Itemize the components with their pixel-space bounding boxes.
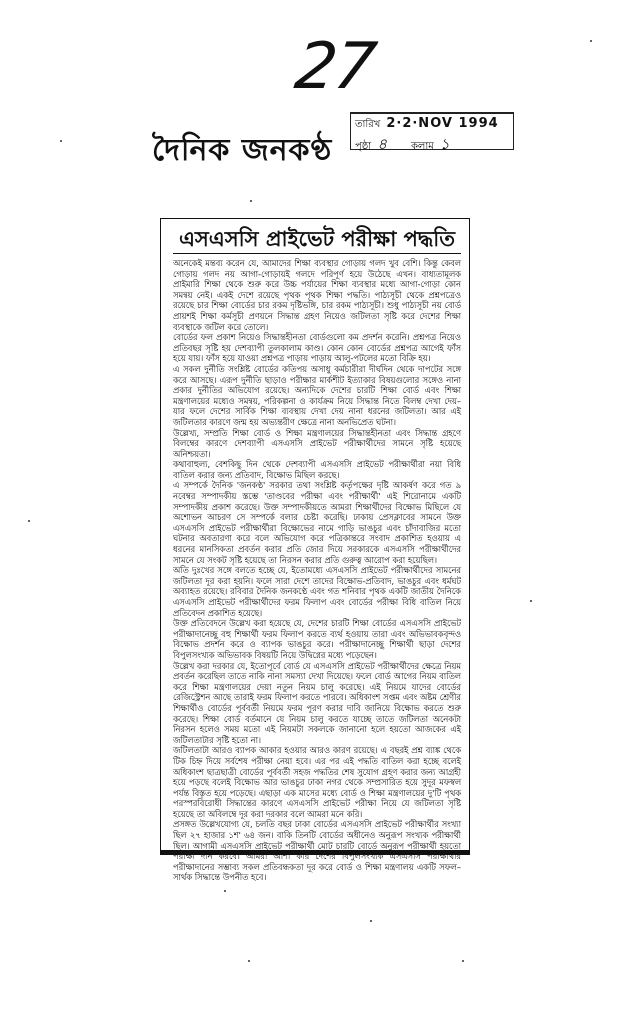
paragraph: জটিলতাটা আরও ব্যাপক আকার হওয়ার আরও কারণ রয়েছে। এ বছরই প্রশ্ন ব্যাঙ্ক থেকে টিক চিহ্ন দিয়ে সর্বশেষ পরীক্ষা নেয়া হবে। এর পর এই পদ্ধতি বাতিল করা হচ্ছে বলেই অধিকাংশ ছাত্রছাত্রী বোর্ডের পূর্ববর্তী সহজ পদ্ধতির শেষ সুযোগ গ্রহণ করার জন্য আগ্রহী হয়ে পড়ছে বলেই বিক্ষোভ আর ভাঙচুর ঢাকা নগর থেকে সম্প্রসারিত হয়ে সুদূর মফস্বল পর্যন্ত বিস্তৃত হয়ে পড়েছে। এছাড়া এক মাসের মধ্যে বোর্ড ও শিক্ষা মন্ত্রণালয়ের দু'টি পৃথক পরস্পরবিরোধী সিদ্ধান্তের কারণে এসএসসি প্রাইভেট পরীক্ষা নিয়ে যে জটিলতা সৃষ্টি হয়েছে তা অবিলম্বে দূর করা দরকার বলে আমরা মনে করি। (173, 745, 461, 819)
date-label: তারিখ (355, 119, 381, 130)
paragraph: উল্লেখ করা দরকার যে, ইতোপূর্বে বোর্ড যে এসএসসি প্রাইভেট পরীক্ষার্থীদের ক্ষেত্রে নিয়ম প্রবর্তন করেছিল তাতে নাকি নানা সমস্যা দেখা দিয়েছে। ফলে বোর্ড আগের নিয়ম বাতিল করে শিক্ষা মন্ত্রণালয়ের দেয়া নতুন নিয়ম চালু করেছে। এই নিয়মে যাদের বোর্ডের রেজিস্ট্রেশন আছে তারাই ফরম ফিলাপ করতে পারবে। অধিকাংশ সপ্তম এবং অষ্টম শ্রেণীর শিক্ষার্থীও বোর্ডের পূর্ববর্তী নিয়মে ফরম পূরণ করার দাবি জানিয়ে বিক্ষোভ করতে শুরু করেছে। শিক্ষা বোর্ড বর্তমানে যে নিয়ম চালু করতে যাচ্ছে তাতে জটিলতা অনেকটা নিরসন হলেও সময় মতো এই নিয়মটা সকলকে জানানো হলে হয়তো আজকের এই জটিলতাটার সৃষ্টি হতো না। (173, 660, 461, 745)
date-stamp (350, 112, 514, 153)
paragraph: এ সকল দুর্নীতি সংশ্লিষ্ট বোর্ডের কতিপয় অসাধু কর্মচারীরা দীর্ঘদিন থেকে দাপটের সঙ্গে করে আসছে। এরূপ দুর্নীতি ছাড়াও পরীক্ষার মার্কশীট ইত্যাকার বিষয়গুলোর সঙ্গেও নানা প্রকার দুর্নীতির অভিযোগ রয়েছে। অন্যদিকে দেশের চারটি শিক্ষা বোর্ড এবং শিক্ষা মন্ত্রণালয়ের মধ্যেও সমন্বয়, পরিকল্পনা ও কার্যক্রম নিয়ে সিদ্ধান্ত নিতে বিলম্ব দেখা দেয়– যার ফলে দেশের সার্বিক শিক্ষা ব্যবস্থায় দেখা দেয় নানা ধরনের জটিলতা। আর এই জটিলতার কারণে জন্ম হয় অভ্যন্তরীণ ক্ষেত্রে নানা অনভিপ্রেত ঘটনা। (173, 363, 461, 427)
page-value: ৪ (377, 135, 387, 153)
paragraph: কথাবাহুল্য, বেশকিছু দিন থেকে দেশব্যাপী এসএসসি প্রাইভেট পরীক্ষার্থীরা নয়া বিধি বাতিল করার জন্য প্রতিবাদ, বিক্ষোভ মিছিল করছে। (173, 459, 461, 480)
article-title: এসএসসি প্রাইভেট পরীক্ষা পদ্ধতি (173, 225, 461, 254)
speck (462, 960, 464, 962)
paragraph: উক্ত প্রতিবেদনে উল্লেখ করা হয়েছে যে, দেশের চারটি শিক্ষা বোর্ডের এসএসসি প্রাইভেট পরীক্ষাদানেচ্ছু বহু শিক্ষার্থী ফরম ফিলাপ করতে ব্যর্থ হওয়ায় তারা এবং অভিভাবকবৃন্দও বিক্ষোভ প্রদর্শন করে ও ব্যাপক ভাঙচুর করে। পরীক্ষাদানেচ্ছু শিক্ষার্থী ছাড়া দেশের বিপুলসংখ্যক অভিভাবক বিষয়টি নিয়ে উদ্বিগ্নের মধ্যে পড়েছেন। (173, 618, 461, 660)
speck (250, 200, 252, 202)
speck (370, 920, 372, 922)
paragraph: উল্লেখ্য, সম্প্রতি শিক্ষা বোর্ড ও শিক্ষা মন্ত্রণালয়ের সিদ্ধান্তহীনতা এবং সিদ্ধান্ত গ্রহণে বিলম্বের কারণে দেশব্যাপী এসএসসি প্রাইভেট পরীক্ষার্থীদের সামনে সৃষ্টি হয়েছে অনিশ্চয়তা। (173, 427, 461, 459)
editorial-article (160, 218, 470, 883)
speck (28, 520, 30, 522)
handwritten-page-number: 27 (290, 30, 379, 104)
column-value: ১ (439, 135, 450, 153)
speck (224, 890, 226, 892)
speck (590, 40, 592, 42)
page-label: পৃষ্ঠা (355, 141, 372, 152)
paragraph: অতি দুঃখের সঙ্গে বলতে হচ্ছে যে, ইতোমধ্যে এসএসসি প্রাইভেট পরীক্ষার্থীদের সামনের জটিলতা দূর করা হয়নি। ফলে সারা দেশে তাদের বিক্ষোভ-প্রতিবাদ, ভাঙচুর এবং ধর্মঘট অব্যাহত রয়েছে। রবিবার দৈনিক জনকণ্ঠে এবং গত শনিবার পৃথক একটি জাতীয় দৈনিকে এসএসসি প্রাইভেট পরীক্ষার্থীদের ফরম ফিলাপ এবং বোর্ডের পরীক্ষা বিধি বাতিল নিয়ে প্রতিবেদন প্রকাশিত হয়েছে। (173, 565, 461, 618)
newspaper-masthead: দৈনিক জনকণ্ঠ (152, 133, 333, 168)
speck (248, 960, 250, 962)
paragraph: এ সম্পর্কে দৈনিক 'জনকণ্ঠ' সরকার তথা সংশ্লিষ্ট কর্তৃপক্ষের দৃষ্টি আকর্ষণ করে গত ৯ নবেম্বর সম্পাদকীয় স্তম্ভে 'তাণ্ডবের পরীক্ষা এবং পরীক্ষার্থী' এই শিরোনামে একটি সম্পাদকীয় প্রকাশ করেছে। উক্ত সম্পাদকীয়তে আমরা শিক্ষার্থীদের বিক্ষোভ মিছিলে যে অশোভন আচরণ সে সম্পর্কে বলার চেষ্টা করেছি। ঢাকায় প্রেসক্লাবের সামনে উক্ত এসএসসি প্রাইভেট পরীক্ষার্থীরা বিক্ষোভের নামে গাড়ি ভাঙচুর এবং চাঁদাবাজির মতো ঘটনার অবতারণা করে বলে অভিযোগ করে পত্রিকান্তরে সংবাদ প্রকাশিত হওয়ায় এ ধরনের মানসিকতা প্রবর্তন করার প্রতি জোর দিয়ে সরকারকে এসএসসি পরীক্ষার্থীদের সামনে যে সংকট সৃষ্টি হয়েছে তা নিরসন করার প্রতি গুরুত্ব আরোপ করা হয়েছিল। (173, 480, 461, 565)
paragraph: বোর্ডের ফল প্রকাশ নিয়েও সিদ্ধান্তহীনতা বোর্ডগুলো কম প্রদর্শন করেনি। প্রশ্নপত্র নিয়েও প্রতিবছর সৃষ্টি হয় দেশব্যাপী তুলকালাম কাণ্ড। কোন কোন বোর্ডের প্রশ্নপত্র আগেই ফাঁস হয়ে যায়। ফাঁস হয়ে যাওয়া প্রশ্নপত্র পাড়ায় পাড়ায় আলু-পটলের মতো বিক্রি হয়। (173, 332, 461, 364)
column-label: কলাম (410, 141, 434, 152)
article-body (173, 258, 461, 883)
speck (530, 600, 532, 602)
paragraph: অনেকেই মন্তব্য করেন যে, আমাদের শিক্ষা ব্যবস্থার গোড়ায় গলদ খুব বেশি। কিন্তু কেবল গোড়ায় গলদ নয় আগা-গোড়ায়ই গলদে পরিপূর্ণ হয়ে উঠেছে এখন। বাধ্যতামূলক প্রাইমারি শিক্ষা থেকে শুরু করে উচ্চ পর্যায়ের শিক্ষা ব্যবস্থার মধ্যে আগা-গোড়া কোন সমন্বয় নেই। একই দেশে রয়েছে পৃথক পৃথক শিক্ষা পদ্ধতি। পাঠ্যসূচী থেকে প্রশ্নপত্রেও রয়েছে চার শিক্ষা বোর্ডের চার রকম দৃষ্টিভঙ্গি, চার রকম পাঠ্যসূচী। শুধু পাঠ্যসূচী নয় বোর্ড প্রায়শই শিক্ষা কর্মসূচী প্রণয়নে সিদ্ধান্ত গ্রহণ নিয়েও জটিলতা সৃষ্টি করে দেশের শিক্ষা ব্যবস্থাকে জটিল করে তোলে। (173, 258, 461, 332)
speck (60, 140, 62, 142)
paragraph: প্রসঙ্গত উল্লেখযোগ্য যে, চলতি বছর ঢাকা বোর্ডের এসএসসি প্রাইভেট পরীক্ষার্থীর সংখ্যা ছিল ২৭ হাজার ১শ' ৬৪ জন। বাকি তিনটি বোর্ডের অধীনেও অনুরূপ সংখ্যক পরীক্ষার্থী ছিল। আগামী এসএসসি প্রাইভেট পরীক্ষার্থী মোট চারটি বোর্ডে অনুরূপ পরীক্ষার্থী হয়তো পরীক্ষা দান করবে। আমরা আশা করি দেশের বিপুলসংখ্যক এসএসসি পরীক্ষার্থীর পরীক্ষাদানের সম্ভাব্য সকল প্রতিবন্ধকতা দূর করে বোর্ড ও শিক্ষা মন্ত্রণালয় একটি সফল– সার্থক সিদ্ধান্তে উপনীত হবে। (173, 819, 461, 883)
date-value: 2·2·NOV 1994 (386, 116, 499, 131)
